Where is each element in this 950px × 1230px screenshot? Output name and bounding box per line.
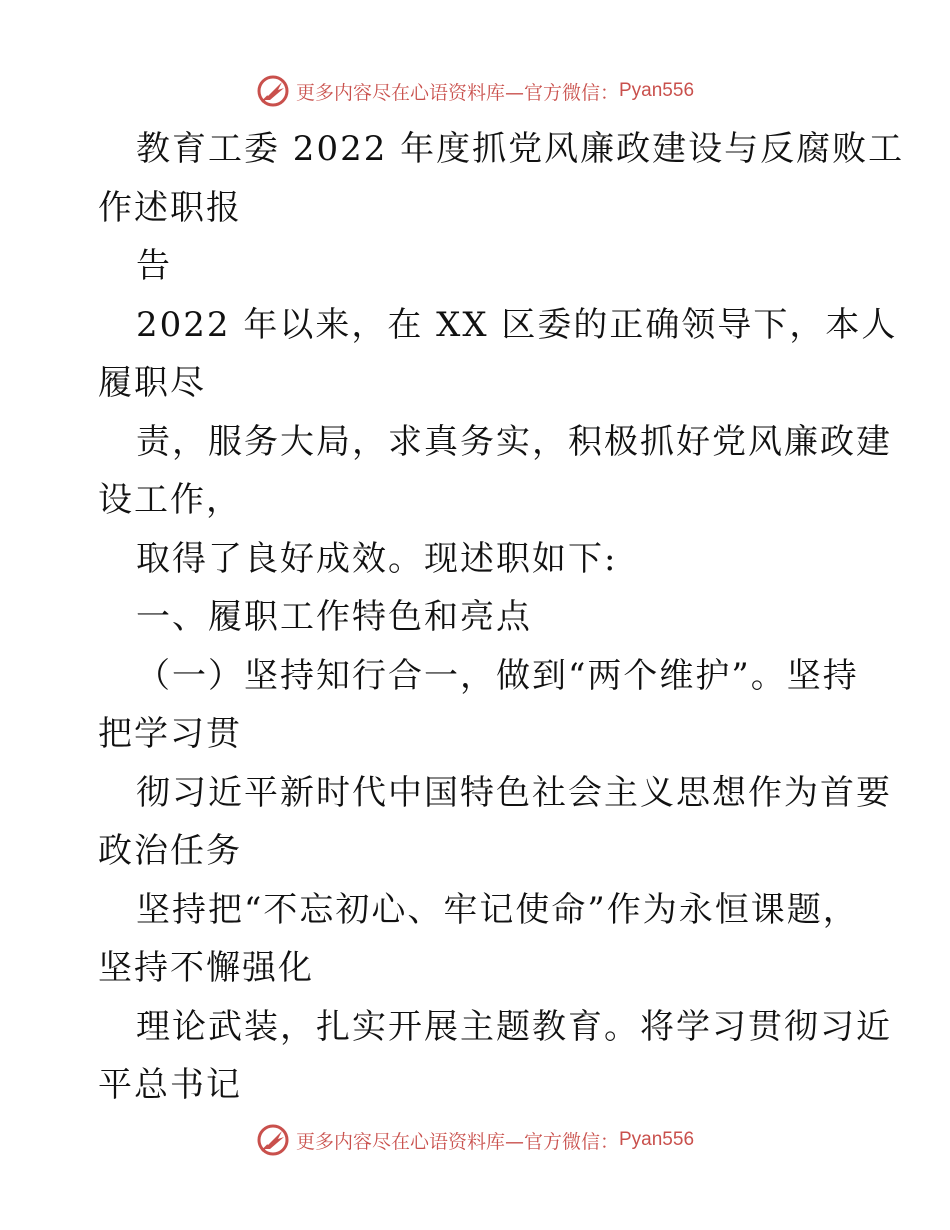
watermark-text: 更多内容尽在心语资料库—官方微信： <box>295 81 619 104</box>
document-line: 教育工委 2022 年度抓党风廉政建设与反腐败工 <box>136 129 905 169</box>
section-heading: 一、履职工作特色和亮点 <box>136 597 532 637</box>
document-line: 作述职报 <box>98 187 242 228</box>
watermark-text: 更多内容尽在心语资料库—官方微信： <box>295 1130 619 1153</box>
watermark-account: Pyan556 <box>619 80 695 101</box>
document-line: 履职尽 <box>98 363 206 403</box>
document-line: 把学习贯 <box>98 714 242 754</box>
document-line: （一）坚持知行合一，做到“两个维护”。坚持 <box>136 655 859 696</box>
watermark-footer <box>0 1120 950 1160</box>
document-line: 取得了良好成效。现述职如下: <box>136 538 618 579</box>
watermark-account: Pyan556 <box>619 1129 695 1150</box>
document-line: 设工作， <box>98 480 242 520</box>
document-line: 责，服务大局，求真务实，积极抓好党风廉政建 <box>136 421 892 462</box>
document-line: 告 <box>136 246 172 286</box>
feather-logo-icon <box>256 1123 290 1157</box>
document-line: 政治任务 <box>98 831 242 871</box>
document-line: 2022 年以来，在 XX 区委的正确领导下，本人 <box>136 304 898 345</box>
feather-logo-icon <box>256 74 290 108</box>
document-line: 理论武装，扎实开展主题教育。将学习贯彻习近 <box>136 1006 892 1047</box>
watermark-header <box>0 71 950 111</box>
document-line: 彻习近平新时代中国特色社会主义思想作为首要 <box>136 772 892 813</box>
document-line: 坚持把“不忘初心、牢记使命”作为永恒课题， <box>136 889 859 930</box>
document-line: 平总书记 <box>98 1065 242 1105</box>
document-body <box>98 120 905 1115</box>
document-line: 坚持不懈强化 <box>98 948 314 988</box>
